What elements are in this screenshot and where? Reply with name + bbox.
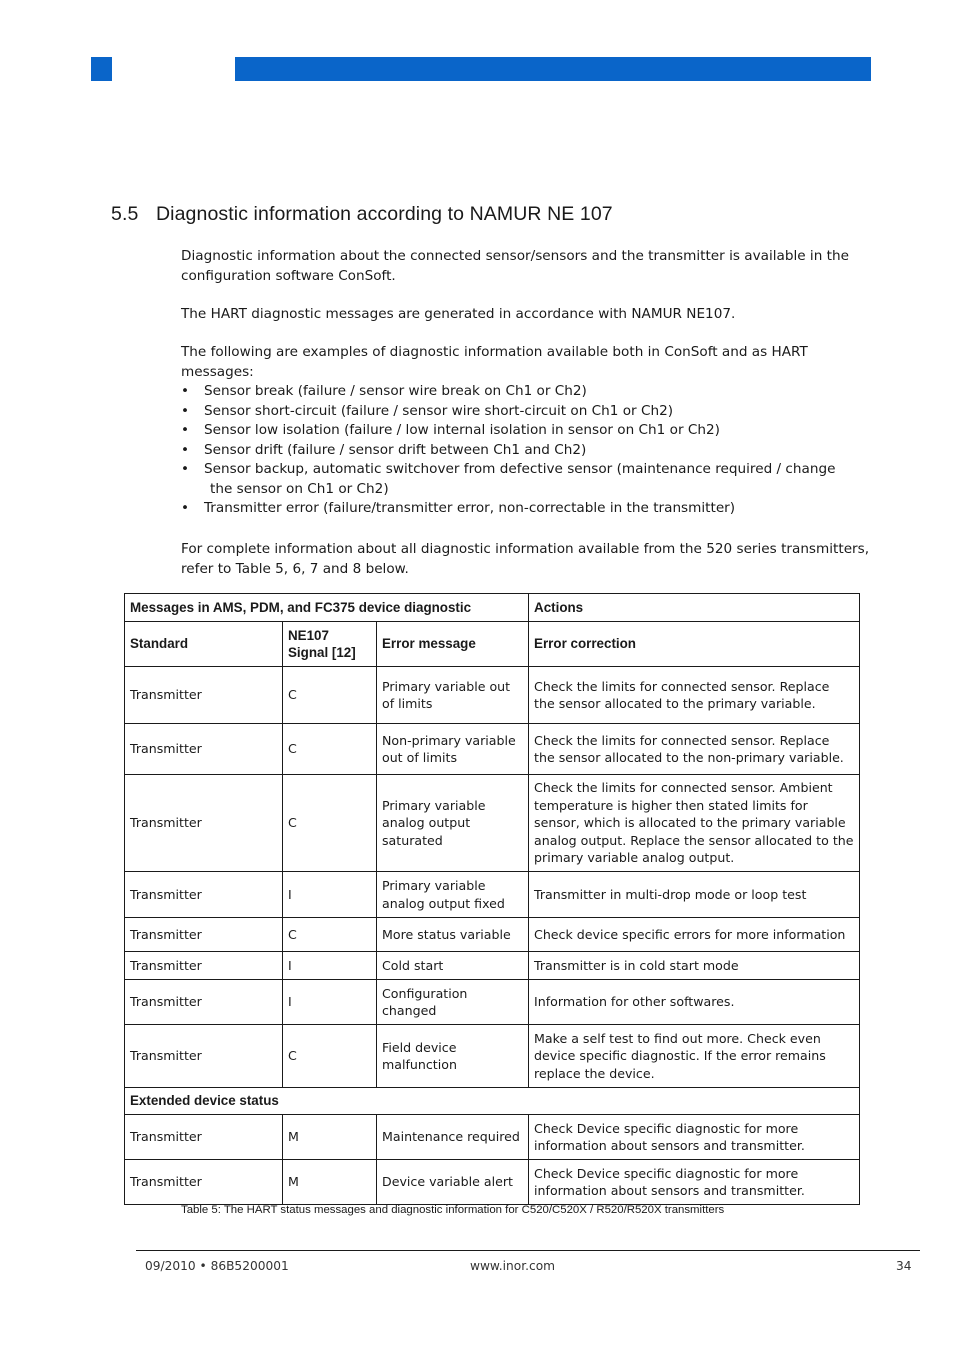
cell-error-correction: Make a self test to find out more. Check even device specific diagnostic. If the error remains replace the device. xyxy=(529,1025,860,1088)
cell-error-correction: Transmitter is in cold start mode xyxy=(529,952,860,980)
header-accent-bar xyxy=(235,57,871,81)
col-header-error-correction: Error correction xyxy=(529,622,860,667)
table-row xyxy=(125,775,860,872)
bullet-item xyxy=(181,421,871,441)
bullet-continuation: the sensor on Ch1 or Ch2) xyxy=(210,480,389,497)
table-row xyxy=(125,918,860,952)
cell-error-correction: Transmitter in multi-drop mode or loop test xyxy=(529,872,860,918)
section-heading xyxy=(111,203,613,226)
cell-error-message: More status variable xyxy=(377,918,529,952)
page-number: 34 xyxy=(896,1259,912,1273)
bullet-item xyxy=(181,441,871,461)
cell-ne107-signal: I xyxy=(283,980,377,1025)
table-row xyxy=(125,724,860,775)
cell-error-message: Configuration changed xyxy=(377,980,529,1025)
cell-error-message: Primary variable analog output fixed xyxy=(377,872,529,918)
cell-ne107-signal: I xyxy=(283,872,377,918)
bullet-dot-icon: • xyxy=(181,441,190,458)
col-header-error-message: Error message xyxy=(377,622,529,667)
bullet-text: Sensor drift (failure / sensor drift between Ch1 and Ch2) xyxy=(204,441,587,458)
section-title: Diagnostic information according to NAMUR NE 107 xyxy=(156,203,613,225)
diagnostic-table xyxy=(124,593,860,1205)
col-header-standard: Standard xyxy=(125,622,283,667)
footer-divider xyxy=(136,1250,920,1251)
cell-ne107-signal: C xyxy=(283,775,377,872)
cell-standard: Transmitter xyxy=(125,724,283,775)
header-accent-block xyxy=(91,57,112,81)
cell-standard: Transmitter xyxy=(125,952,283,980)
group-header-actions: Actions xyxy=(529,594,860,622)
cell-ne107-signal: I xyxy=(283,952,377,980)
cell-ne107-signal: M xyxy=(283,1160,377,1205)
cell-error-correction: Check Device specific diagnostic for more information about sensors and transmitter. xyxy=(529,1115,860,1160)
cell-error-message: Primary variable out of limits xyxy=(377,667,529,724)
cell-standard: Transmitter xyxy=(125,775,283,872)
bullet-item xyxy=(181,460,871,499)
cell-error-correction: Information for other softwares. xyxy=(529,980,860,1025)
bullet-dot-icon: • xyxy=(181,383,190,399)
intro-paragraph: Diagnostic information about the connected sensor/sensors and the transmitter is available in the configuration software ConSoft. xyxy=(181,248,849,284)
bullet-dot-icon: • xyxy=(181,461,190,477)
section-number: 5.5 xyxy=(111,203,139,225)
table-row xyxy=(125,667,860,724)
table-row xyxy=(125,1115,860,1160)
table-row xyxy=(125,1025,860,1088)
bullet-item xyxy=(181,402,871,422)
cell-standard: Transmitter xyxy=(125,667,283,724)
footer-date-docnumber: 09/2010 • 86B5200001 xyxy=(145,1259,289,1273)
cell-standard: Transmitter xyxy=(125,918,283,952)
cell-error-correction: Check the limits for connected sensor. Ambient temperature is higher then stated limits for sensor, which is allocated to the primary variable analog output. Replace the sensor allocated to the primary variable analog output. xyxy=(529,775,860,872)
extended-status-header-row xyxy=(125,1088,860,1115)
cell-ne107-signal: C xyxy=(283,1025,377,1088)
extended-status-header: Extended device status xyxy=(125,1088,860,1115)
bullet-text: Sensor backup, automatic switchover from defective sensor (maintenance required / change xyxy=(204,461,836,477)
hart-paragraph: The HART diagnostic messages are generated in accordance with NAMUR NE107. xyxy=(181,306,736,322)
bullet-dot-icon: • xyxy=(181,402,190,419)
cell-standard: Transmitter xyxy=(125,872,283,918)
cell-error-message: Device variable alert xyxy=(377,1160,529,1205)
cell-error-correction: Check Device specific diagnostic for more information about sensors and transmitter. xyxy=(529,1160,860,1205)
table-group-header-row xyxy=(125,594,860,622)
cell-error-correction: Check device specific errors for more information xyxy=(529,918,860,952)
table-row xyxy=(125,1160,860,1205)
table-caption: Table 5: The HART status messages and diagnostic information for C520/C520X / R520/R520X transmitters xyxy=(181,1204,725,1216)
examples-block xyxy=(181,343,871,519)
cell-error-message: Field device malfunction xyxy=(377,1025,529,1088)
footer-website: www.inor.com xyxy=(470,1259,556,1273)
table-row xyxy=(125,980,860,1025)
cell-standard: Transmitter xyxy=(125,1025,283,1088)
bullet-text: Transmitter error (failure/transmitter error, non-correctable in the transmitter) xyxy=(204,500,736,516)
cell-ne107-signal: C xyxy=(283,724,377,775)
table-row xyxy=(125,872,860,918)
cell-error-message: Non-primary variable out of limits xyxy=(377,724,529,775)
bullet-dot-icon: • xyxy=(181,422,190,438)
bullet-item xyxy=(181,499,871,519)
cell-error-message: Maintenance required xyxy=(377,1115,529,1160)
cell-standard: Transmitter xyxy=(125,1115,283,1160)
bullet-dot-icon: • xyxy=(181,500,190,516)
bullet-text: Sensor short-circuit (failure / sensor wire short-circuit on Ch1 or Ch2) xyxy=(204,402,674,419)
bullet-text: Sensor low isolation (failure / low internal isolation in sensor on Ch1 or Ch2) xyxy=(204,422,720,438)
cell-standard: Transmitter xyxy=(125,980,283,1025)
bullet-item xyxy=(181,382,871,402)
cell-error-correction: Check the limits for connected sensor. Replace the sensor allocated to the primary variable. xyxy=(529,667,860,724)
examples-intro: The following are examples of diagnostic information available both in ConSoft and as HART messages: xyxy=(181,344,808,380)
table-column-header-row xyxy=(125,622,860,667)
bullet-list xyxy=(181,382,871,519)
cell-standard: Transmitter xyxy=(125,1160,283,1205)
group-header-messages: Messages in AMS, PDM, and FC375 device diagnostic xyxy=(125,594,529,622)
bullet-text: Sensor break (failure / sensor wire break on Ch1 or Ch2) xyxy=(204,383,587,399)
cell-error-message: Cold start xyxy=(377,952,529,980)
cell-ne107-signal: C xyxy=(283,918,377,952)
cell-error-message: Primary variable analog output saturated xyxy=(377,775,529,872)
cell-error-correction: Check the limits for connected sensor. Replace the sensor allocated to the non-primary variable. xyxy=(529,724,860,775)
cell-ne107-signal: M xyxy=(283,1115,377,1160)
reference-paragraph: For complete information about all diagnostic information available from the 520 series transmitters, refer to Table 5, 6, 7 and 8 below. xyxy=(181,541,870,577)
table-row xyxy=(125,952,860,980)
col-header-ne107-signal: NE107 Signal [12] xyxy=(283,622,377,667)
cell-ne107-signal: C xyxy=(283,667,377,724)
